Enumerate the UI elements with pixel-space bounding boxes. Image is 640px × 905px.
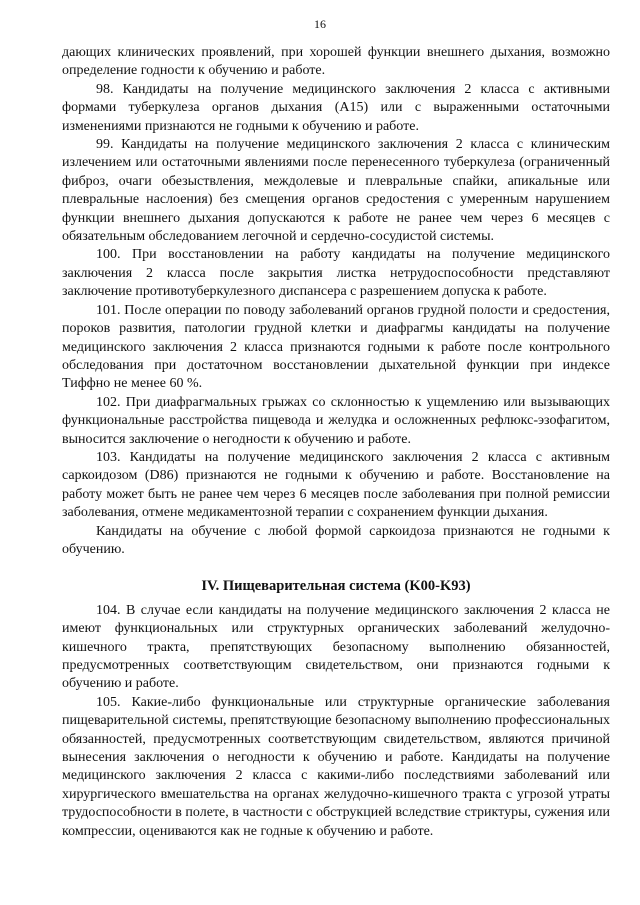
page-number: 16 — [314, 17, 326, 31]
paragraph-102: 102. При диафрагмальных грыжах со склонностью к ущемлению или вызывающих функциональные расстройства пищевода и желудка и осложненных рефлюкс-эзофагитом, выносится заключение о негодности к обучению и работе. — [62, 394, 610, 447]
document-body — [62, 44, 610, 841]
paragraph-sarcoidosis-note: Кандидаты на обучение с любой формой саркоидоза признаются не годными к обучению. — [62, 523, 610, 557]
paragraph-100: 100. При восстановлении на работу кандидаты на получение медицинского заключения 2 класса после закрытия листка нетрудоспособности представляют заключение противотуберкулезного диспансера с разрешением допуска к работе. — [62, 247, 610, 300]
paragraph-103: 103. Кандидаты на получение медицинского заключения 2 класса с активным саркоидозом (D86) признаются не годными к обучению и работе. Восстановление на работу может быть не ранее чем через 6 месяцев после заболевания при полной ремиссии заболевания, отмене медикаментозной терапии с сохранением функции дыхания. — [62, 449, 610, 521]
paragraph-99: 99. Кандидаты на получение медицинского заключения 2 класса с клиническим излечением или остаточными явлениями после перенесенного туберкулеза (ограниченный фиброз, очаги обезыствления, междолевые и плевральные спайки, апикальные или плевральные наслоения) без смещения органов средостения с умеренным нарушением функции внешнего дыхания допускаются к работе не ранее чем через 6 месяцев с обязательным обследованием легочной и сердечно-сосудистой системы. — [62, 137, 610, 245]
paragraph-105: 105. Какие-либо функциональные или структурные органические заболевания пищеварительной системы, препятствующие безопасному выполнению профессиональных обязанностей, предусмотренных соответствующим свидетельством, являются причиной вынесения заключения о негодности к обучению и работе. Кандидаты на получение медицинского заключения 2 класса с какими-либо последствиями заболеваний или хирургического вмешательства на органах желудочно-кишечного тракта с угрозой утраты трудоспособности в полете, в частности с обструкцией вследствие стриктуры, сужения или компрессии, оцениваются как не годные к обучению и работе. — [62, 694, 610, 839]
paragraph-98: 98. Кандидаты на получение медицинского заключения 2 класса с активными формами туберкулеза органов дыхания (A15) или с выраженными остаточными изменениями признаются не годными к обучению и работе. — [62, 81, 610, 134]
paragraph: дающих клинических проявлений, при хорошей функции внешнего дыхания, возможно определение годности к обучению и работе. — [62, 45, 610, 79]
paragraph-104: 104. В случае если кандидаты на получение медицинского заключения 2 класса не имеют функциональных или структурных органических заболеваний желудочно-кишечного тракта, препятствующих безопасному выполнению обязанностей, предусмотренных соответствующим свидетельством, они признаются годными к обучению и работе. — [62, 602, 610, 692]
section-heading: IV. Пищеварительная система (K00-K93) — [201, 578, 471, 595]
paragraph-101: 101. После операции по поводу заболеваний органов грудной полости и средостения, пороков развития, патологии грудной клетки и диафрагмы кандидаты на получение медицинского заключения 2 класса признаются годными к работе после контрольного обследования при достаточном восстановлении дыхательной функции при индексе Тиффно не менее 60 %. — [62, 302, 610, 392]
